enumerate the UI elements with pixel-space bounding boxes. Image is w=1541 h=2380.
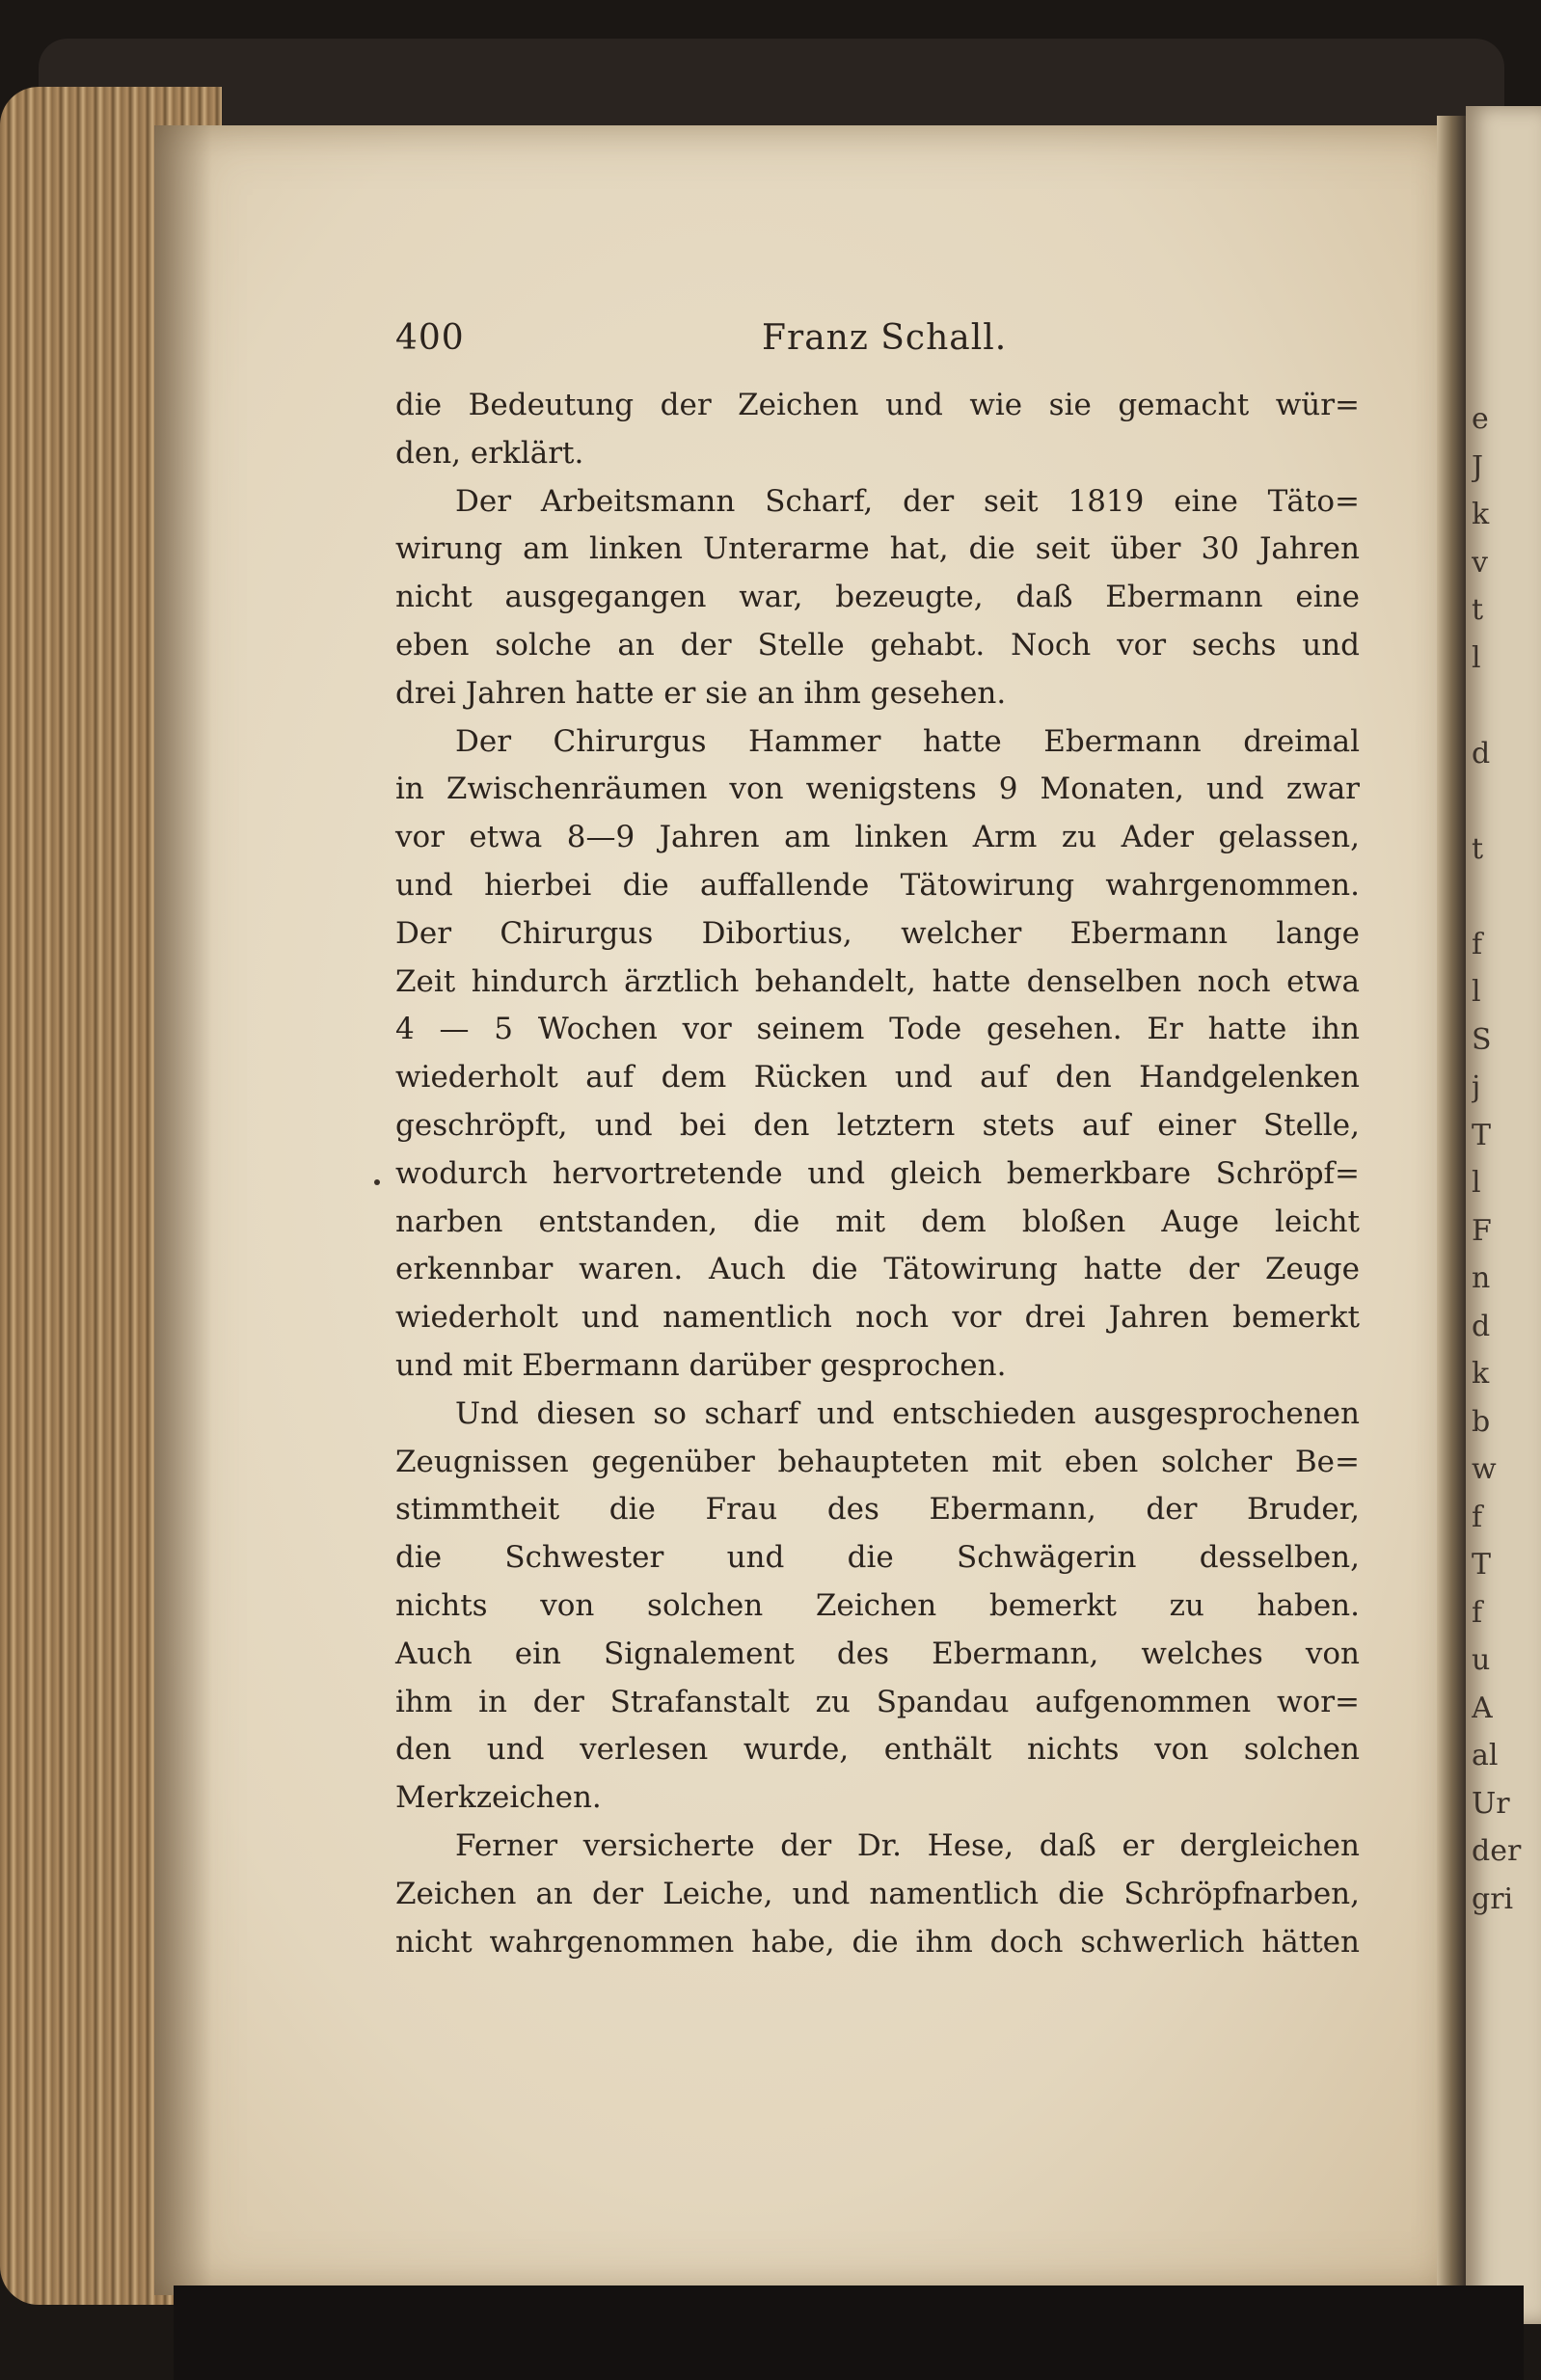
facing-page-fragment: f [1472, 1500, 1483, 1534]
text-line: ihm in der Strafanstalt zu Spandau aufgenommen wor= [395, 1684, 1360, 1719]
text-line: wiederholt und namentlich noch vor drei Jahren bemerkt [395, 1300, 1360, 1336]
book-gutter [1437, 116, 1466, 2314]
text-line: eben solche an der Stelle gehabt. Noch vor sechs und [395, 627, 1360, 663]
facing-page-fragment: l [1472, 975, 1481, 1009]
facing-page-fragment: w [1472, 1452, 1497, 1486]
text-line: Der Arbeitsmann Scharf, der seit 1819 eine Täto= [455, 483, 1360, 519]
text-line: geschröpft, und bei den letztern stets auf einer Stelle, [395, 1107, 1360, 1143]
facing-page-fragment: e [1472, 402, 1489, 436]
facing-page-fragment: v [1472, 545, 1488, 580]
text-line: stimmtheit die Frau des Ebermann, der Bruder, [395, 1492, 1360, 1528]
facing-page [1466, 106, 1541, 2324]
facing-page-fragment: der [1472, 1834, 1522, 1868]
text-line: wiederholt auf dem Rücken und auf den Handgelenken [395, 1060, 1360, 1095]
text-line: wodurch hervortretende und gleich bemerkbare Schröpf= [395, 1155, 1360, 1191]
facing-page-fragment: S [1472, 1022, 1492, 1057]
text-line: den und verlesen wurde, enthält nichts von solchen [395, 1732, 1360, 1768]
text-line: Und diesen so scharf und entschieden ausgesprochenen [455, 1395, 1360, 1431]
text-line: die Bedeutung der Zeichen und wie sie gemacht wür= [395, 388, 1360, 422]
facing-page-fragment [1472, 873, 1539, 921]
text-line: wirung am linken Unterarme hat, die seit über 30 Jahren [395, 531, 1360, 567]
facing-page-fragment: gri [1472, 1881, 1514, 1916]
margin-dot [374, 1179, 380, 1185]
text-line: Der Chirurgus Dibortius, welcher Ebermann lange [395, 915, 1360, 951]
facing-page-fragment: A [1472, 1690, 1493, 1725]
text-line: Zeugnissen gegenüber behaupteten mit eben solcher Be= [395, 1444, 1360, 1479]
text-line: narben entstanden, die mit dem bloßen Auge leicht [395, 1204, 1360, 1239]
text-line: Der Chirurgus Hammer hatte Ebermann dreimal [455, 723, 1360, 759]
facing-page-fragment: f [1472, 927, 1483, 961]
facing-page-fragment: f [1472, 1595, 1483, 1630]
facing-page-fragment: u [1472, 1643, 1491, 1677]
text-line: nichts von solchen Zeichen bemerkt zu haben. [395, 1587, 1360, 1623]
text-line: erkennbar waren. Auch die Tätowirung hatte der Zeuge [395, 1252, 1360, 1287]
facing-page-fragment: t [1472, 593, 1484, 627]
text-line: die Schwester und die Schwägerin desselben, [395, 1540, 1360, 1576]
text-line: 4 — 5 Wochen vor seinem Tode gesehen. Er hatte ihn [395, 1012, 1360, 1047]
text-line: nicht ausgegangen war, bezeugte, daß Ebermann eine [395, 580, 1360, 615]
facing-page-fragment [1472, 682, 1539, 730]
facing-page-fragment: b [1472, 1404, 1491, 1439]
text-line: nicht wahrgenommen habe, die ihm doch schwerlich hätten [395, 1924, 1360, 1960]
text-line: und hierbei die auffallende Tätowirung wahrgenommen. [395, 867, 1360, 903]
facing-page-fragment: j [1472, 1070, 1481, 1104]
facing-page-fragment: l [1472, 1166, 1481, 1200]
facing-page-fragment: n [1472, 1261, 1491, 1295]
text-line: und mit Ebermann darüber gesprochen. [395, 1347, 1007, 1383]
text-line: Zeit hindurch ärztlich behandelt, hatte denselben noch etwa [395, 963, 1360, 999]
text-line: drei Jahren hatte er sie an ihm gesehen. [395, 675, 1007, 711]
facing-page-fragment: t [1472, 831, 1484, 866]
text-line: Auch ein Signalement des Ebermann, welches von [395, 1636, 1360, 1671]
facing-page-fragment: d [1472, 1309, 1491, 1343]
page-number: 400 [395, 318, 465, 358]
facing-page-fragment: l [1472, 640, 1481, 675]
facing-page-fragment: J [1472, 449, 1484, 484]
facing-page-fragment [1472, 777, 1539, 825]
facing-page-fragment: Ur [1472, 1786, 1510, 1821]
facing-page-fragment: al [1472, 1739, 1499, 1772]
page-shadow [154, 125, 212, 2295]
text-line: in Zwischenräumen von wenigstens 9 Monaten, und zwar [395, 771, 1360, 807]
running-title: Franz Schall. [762, 318, 1008, 358]
facing-page-fragment: d [1472, 736, 1491, 771]
page-text [395, 318, 1360, 1966]
body-text [395, 382, 1360, 1966]
text-line: Zeichen an der Leiche, und namentlich die Schröpfnarben, [395, 1876, 1360, 1911]
facing-page-fragment: k [1472, 1357, 1490, 1391]
facing-page-fragment: T [1472, 1548, 1492, 1582]
facing-page-fragment: k [1472, 498, 1490, 531]
page-header [395, 318, 1360, 376]
facing-page-text [1472, 395, 1539, 1923]
text-line: Ferner versicherte der Dr. Hese, daß er dergleichen [455, 1827, 1360, 1863]
text-line: den, erklärt. [395, 435, 584, 471]
facing-page-fragment: T [1472, 1118, 1492, 1152]
bottom-shadow [174, 2285, 1524, 2380]
text-line: vor etwa 8—9 Jahren am linken Arm zu Ader gelassen, [395, 820, 1360, 855]
facing-page-fragment: F [1472, 1213, 1492, 1248]
text-line: Merkzeichen. [395, 1780, 602, 1816]
